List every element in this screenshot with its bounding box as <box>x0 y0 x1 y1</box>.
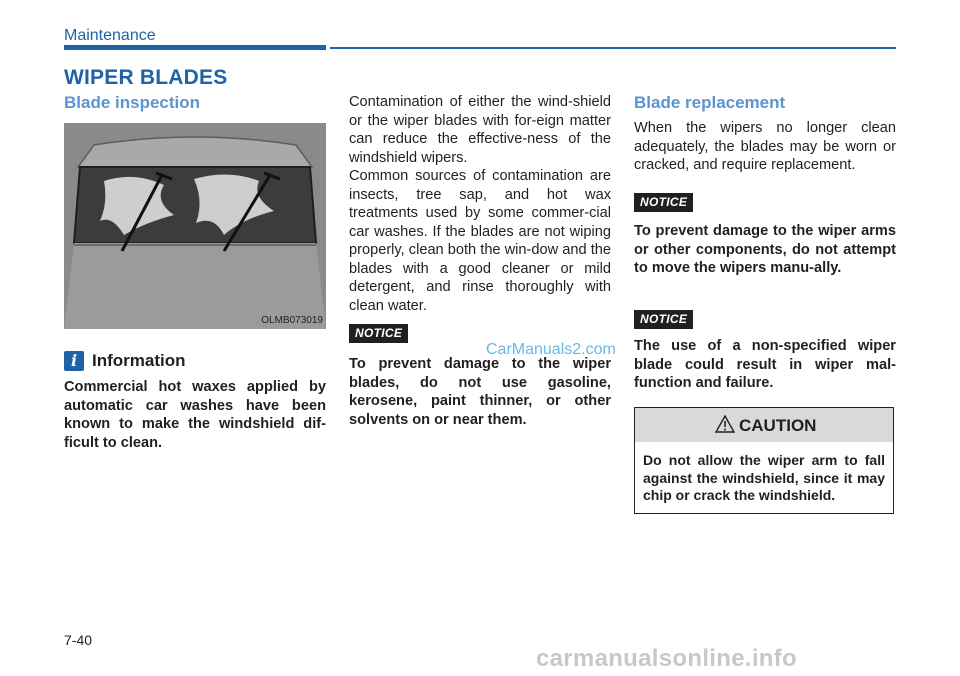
footer-watermark: carmanualsonline.info <box>536 645 798 672</box>
notice-text-non-specified: The use of a non-specified wiper blade could result in wiper mal-function and failure. <box>634 338 896 391</box>
blade-replacement-heading: Blade replacement <box>634 93 786 112</box>
info-i-icon: i <box>64 351 84 371</box>
windshield-wiper-illustration <box>64 123 326 329</box>
figure-code: OLMB073019 <box>261 315 323 326</box>
contamination-sources-paragraph: Common sources of contamination are insects, tree sap, and hot wax treatments used by some commer-cial car washes. If the blades are not wiping properly, clean both the win-dow and the blades with a good cleaner or mild detergent, and rinse thoroughly with clean water. <box>349 168 611 314</box>
header-rule-thin <box>330 47 896 49</box>
notice-badge: NOTICE <box>634 193 693 212</box>
information-title: Information <box>92 351 186 370</box>
notice-badge: NOTICE <box>349 324 408 343</box>
page-title: WIPER BLADES <box>64 66 228 89</box>
caution-title: CAUTION <box>739 416 817 435</box>
notice-text-wiper-arms: To prevent damage to the wiper arms or other components, do not attempt to move the wipers manu-ally. <box>634 223 896 276</box>
caution-box <box>634 407 894 514</box>
replacement-paragraph: When the wipers no longer clean adequately, the blades may be worn or cracked, and require replacement. <box>634 120 896 173</box>
header-rule-thick <box>64 45 326 50</box>
page-number: 7-40 <box>64 632 93 648</box>
notice-text-solvents: To prevent damage to the wiper blades, do not use gasoline, kerosene, paint thinner, or other solvents on or near them. <box>349 356 611 428</box>
notice-badge: NOTICE <box>634 310 693 329</box>
caution-text: Do not allow the wiper arm to fall against the windshield, since it may chip or crack the windshield. <box>643 452 885 503</box>
watermark: CarManuals2.com <box>486 341 616 358</box>
caution-header <box>635 408 893 442</box>
warning-triangle-icon <box>715 415 735 433</box>
section-label: Maintenance <box>64 27 156 44</box>
contamination-paragraph: Contamination of either the wind-shield or the wiper blades with for-eign matter can reduce the effective-ness of the windshield wipers. <box>349 94 611 166</box>
blade-inspection-heading: Blade inspection <box>64 93 201 112</box>
information-text: Commercial hot waxes applied by automatic car washes have been known to make the windshield dif-ficult to clean. <box>64 379 326 451</box>
